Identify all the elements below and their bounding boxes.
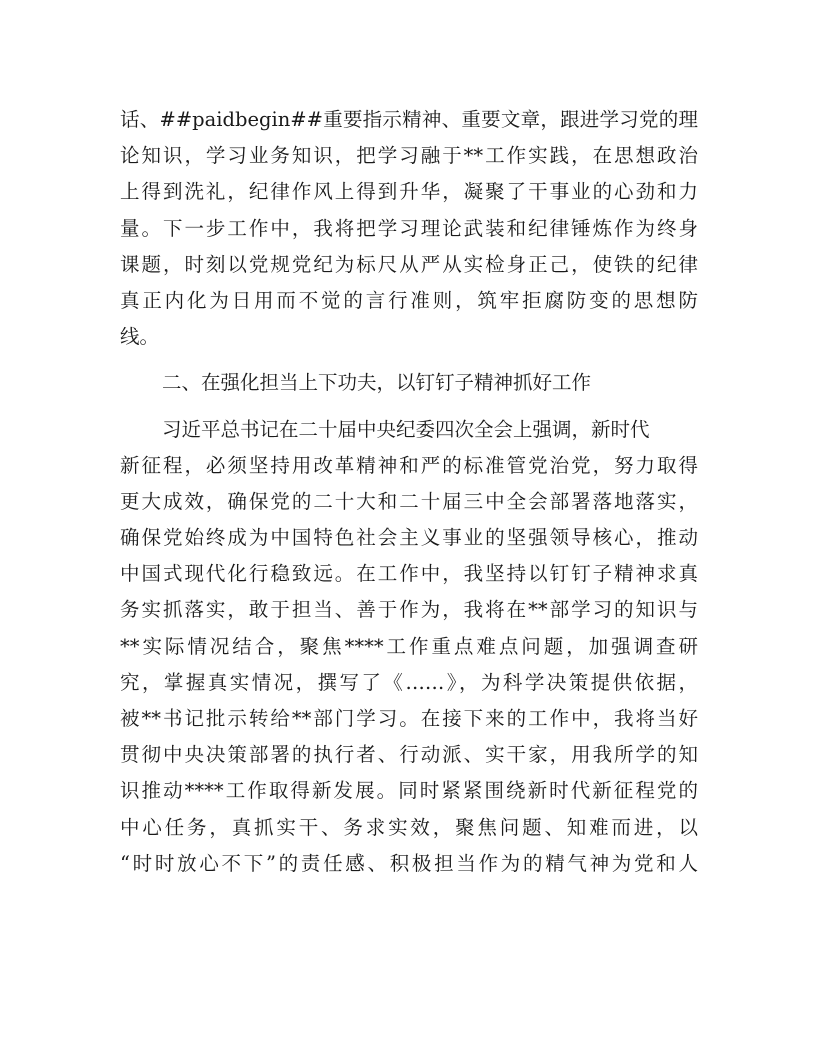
heading-text: 二、在强化担当上下功夫，以钉钉子精神抓好工作 (162, 371, 592, 395)
text-line: 确保党始终成为中国特色社会主义事业的坚强领导核心，推动 (120, 526, 698, 550)
text-line: 更大成效，确保党的二十大和二十届三中全会部署落地落实， (120, 489, 698, 513)
paragraph-1 (120, 102, 698, 355)
text-line: 被**书记批示转给**部门学习。在接下来的工作中，我将当好 (120, 707, 698, 730)
text-line: 论知识，学习业务知识，把学习融于**工作实践，在思想政治 (120, 144, 698, 168)
text-line: 务实抓落实，敢于担当、善于作为，我将在**部学习的知识与 (120, 598, 698, 622)
text-line: **实际情况结合，聚焦****工作重点难点问题，加强调查研 (120, 634, 698, 658)
text-line: 中国式现代化行稳致远。在工作中，我坚持以钉钉子精神求真 (120, 562, 698, 586)
text-line: 线。 (120, 325, 160, 349)
text-line: 习近平总书记在二十届中央纪委四次全会上强调，新时代 (162, 417, 650, 441)
paragraph-spacer (120, 355, 698, 365)
text-line: 量。下一步工作中，我将把学习理论武装和纪律锤炼作为终身 (120, 216, 698, 240)
text-line: 中心任务，真抓实干、务求实效，聚焦问题、知难而进，以 (120, 815, 698, 839)
section-heading (120, 365, 698, 401)
text-line: 课题，时刻以党规党纪为标尺从严从实检身正己，使铁的纪律 (120, 252, 698, 276)
text-line: 话、##paidbegin##重要指示精神、重要文章，跟进学习党的理 (120, 108, 698, 131)
text-line: 上得到洗礼，纪律作风上得到升华，凝聚了干事业的心劲和力 (120, 180, 698, 204)
text-line: 究，掌握真实情况，撰写了《……》，为科学决策提供依据， (120, 670, 698, 694)
text-line: 新征程，必须坚持用改革精神和严的标准管党治党，努力取得 (120, 453, 698, 477)
paragraph-spacer (120, 402, 698, 412)
text-line: 识推动****工作取得新发展。同时紧紧围绕新时代新征程党的 (120, 779, 698, 803)
text-line: 真正内化为日用而不觉的言行准则，筑牢拒腐防变的思想防 (120, 288, 698, 312)
document-body (120, 102, 698, 882)
paragraph-2 (120, 412, 698, 882)
text-line: 贯彻中央决策部署的执行者、行动派、实干家，用我所学的知 (120, 743, 698, 767)
text-line: “时时放心不下”的责任感、积极担当作为的精气神为党和人 (120, 851, 698, 875)
